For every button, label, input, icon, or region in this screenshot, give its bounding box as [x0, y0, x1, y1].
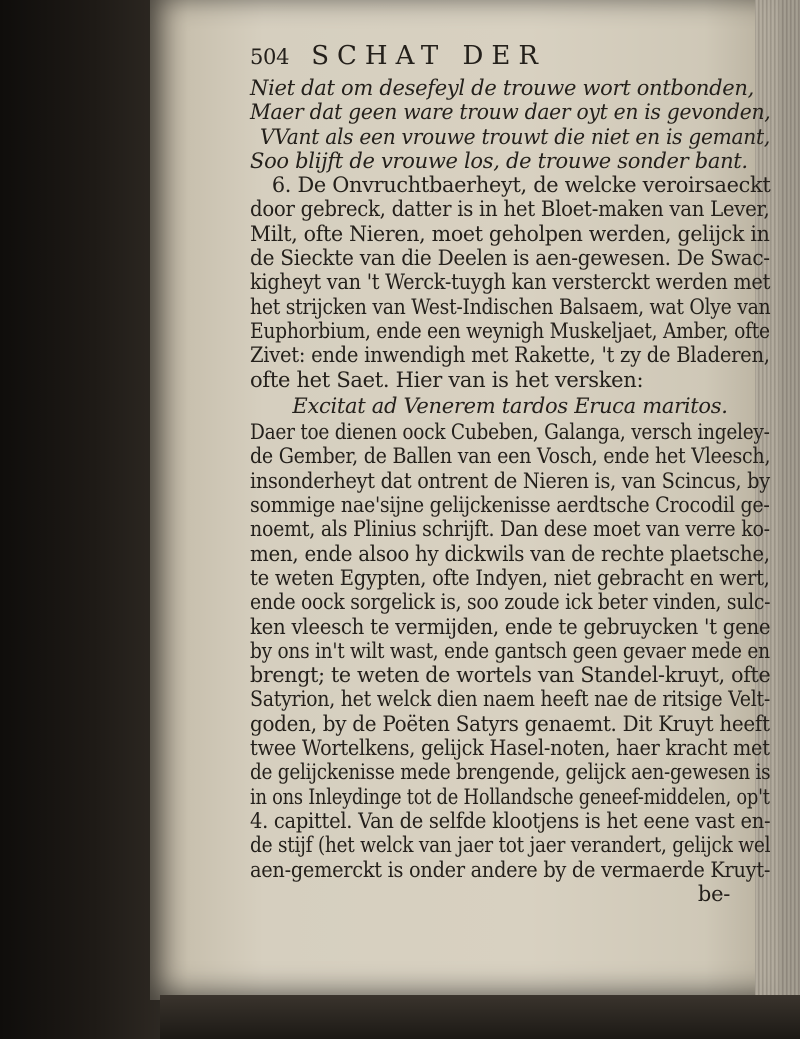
book-bottom-shadow: [160, 995, 800, 1039]
text-line: de gelijckenisse mede brengende, gelijck aen-gewesen is: [250, 760, 771, 785]
verse-line: Soo blijft de vrouwe los, de trouwe sonder bant.: [250, 148, 748, 173]
book-binding: [0, 0, 170, 1039]
catchword: be-: [697, 881, 730, 906]
text-line: twee Wortelkens, gelijck Hasel-noten, haer kracht met: [250, 736, 770, 761]
running-title: SCHAT DER: [311, 41, 546, 71]
text-line: Daer toe dienen oock Cubeben, Galanga, versch ingeley-: [250, 420, 770, 445]
verse-block: [250, 76, 770, 173]
text-line: insonderheyt dat ontrent de Nieren is, van Scincus, by: [250, 468, 770, 493]
text-line: de Gember, de Ballen van een Vosch, ende het Vleesch,: [250, 444, 771, 469]
text-line: de Sieckte van die Deelen is aen-gewesen. De Swac-: [250, 246, 770, 271]
text-line: het strijcken van West-Indischen Balsaem, wat Olye van: [250, 294, 771, 319]
text-line: ende oock sorgelick is, soo zoude ick beter vinden, sulc-: [250, 590, 771, 615]
text-line: sommige nae'sijne gelijckenisse aerdtsche Crocodil ge-: [250, 493, 770, 518]
page-header: [250, 41, 770, 74]
text-line: Zivet: ende inwendigh met Rakette, 't zy de Bladeren,: [250, 343, 770, 368]
text-line: Euphorbium, ende een weynigh Muskeljaet, Amber, ofte: [250, 318, 770, 343]
text-line: goden, by de Poëten Satyrs genaemt. Dit Kruyt heeft: [250, 711, 770, 736]
text-line: de stijf (het welck van jaer tot jaer verandert, gelijck wel: [250, 833, 771, 858]
text-line: te weten Egypten, ofte Indyen, niet gebracht en wert,: [250, 565, 770, 590]
text-line: Milt, ofte Nieren, moet geholpen werden, gelijck in: [250, 221, 770, 246]
text-line: Satyrion, het welck dien naem heeft nae de ritsige Velt-: [250, 687, 771, 712]
text-line: kigheyt van 't Werck-tuygh kan versterckt werden met: [250, 270, 771, 295]
text-line: in ons Inleydinge tot de Hollandsche geneef-middelen, op't: [250, 784, 770, 809]
text-line: men, ende alsoo hy dickwils van de rechte plaetsche,: [250, 541, 770, 566]
text-line: noemt, als Plinius schrijft. Dan dese moet van verre ko-: [250, 517, 770, 542]
latin-quote: Excitat ad Venerem tardos Eruca maritos.: [292, 393, 728, 418]
paragraph-1: [250, 173, 770, 392]
text-line: ofte het Saet. Hier van is het versken:: [250, 367, 644, 392]
verse-line: VVant als een vrouwe trouwt die niet en is gemant,: [260, 124, 771, 149]
paragraph-2: [250, 420, 770, 882]
page-text-block: [250, 41, 771, 906]
text-line: 6. De Onvruchtbaerheyt, de welcke veroirsaeckt: [271, 173, 771, 198]
page-number: 504: [250, 45, 290, 69]
verse-line: Niet dat om desefeyl de trouwe wort ontbonden,: [250, 76, 755, 100]
text-line: brengt; te weten de wortels van Standel-kruyt, ofte: [250, 663, 771, 688]
verse-line: Maer dat geen ware trouw daer oyt en is gevonden,: [250, 100, 771, 125]
text-line: ken vleesch te vermijden, ende te gebruycken 't gene: [250, 614, 771, 639]
text-line: aen-gemerckt is onder andere by de vermaerde Kruyt-: [250, 857, 771, 882]
text-line: door gebreck, datter is in het Bloet-maken van Lever,: [250, 197, 770, 222]
text-line: 4. capittel. Van de selfde klootjens is het eene vast en-: [250, 808, 771, 833]
text-line: by ons in't wilt wast, ende gantsch geen gevaer mede en: [250, 638, 770, 663]
